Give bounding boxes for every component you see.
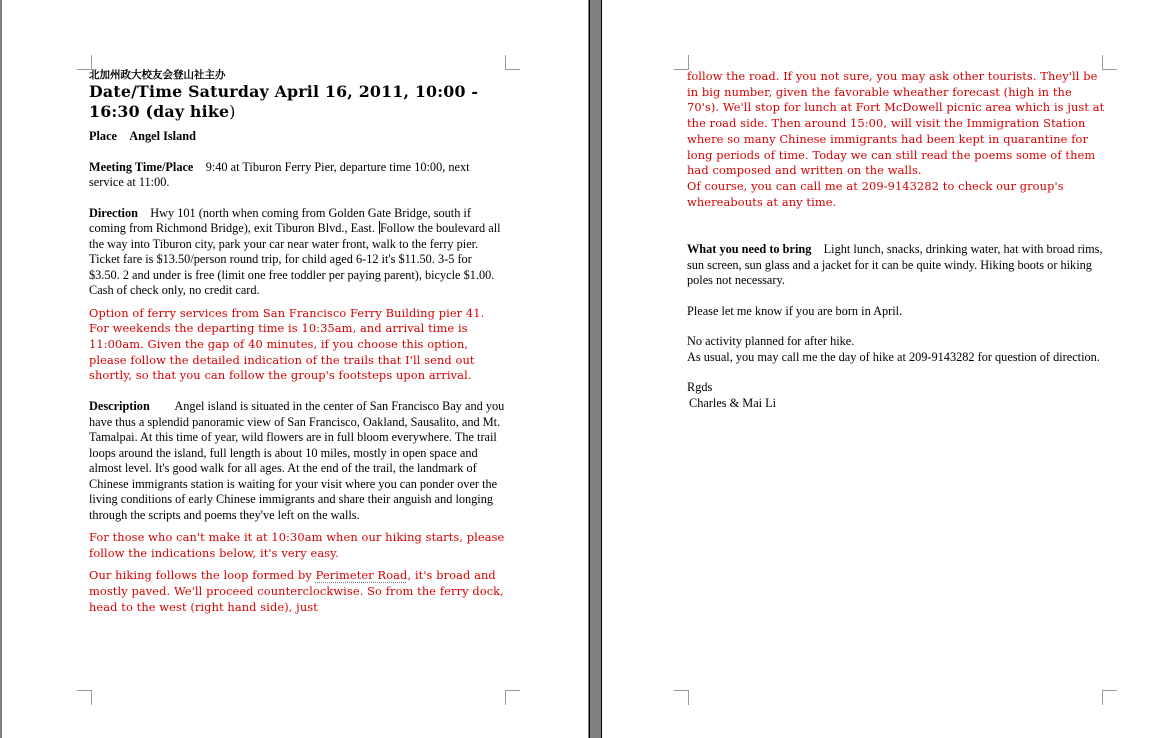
date-time-tail: ) (229, 102, 236, 121)
loop-text-b: , it's broad and mostly paved. We'll proceed counterclockwise. So from the ferry dock, head to the west (right hand side), just (89, 568, 504, 614)
page-divider-left (589, 0, 590, 738)
regards-line: Rgds (687, 380, 713, 395)
call-anytime-paragraph: Of course, you can call me at 209-9143282 to check our group's whereabouts at any time. (687, 178, 1064, 209)
description-value: Angel island is situated in the center of San Francisco Bay and you have thus a splendid panoramic view of San Francisco, Oakland, Sausalito, and Mt. Tamalpai. At this time of year, wild flowers are in full bloom everywhere. The trail loops around the island, full length is about 10 miles, mostly in open space and almost level. It's good walk for all ages. At the end of the trail, the landmark of Chinese immigrants station is waiting for your visit where you can ponder over the living conditions of early Chinese immigrants and share their anguish and longing through the scripts and poems they've left on the walls. (89, 399, 505, 522)
crop-mark-bottom-right (1102, 690, 1117, 705)
after-hike-note: No activity planned for after hike. (687, 334, 855, 349)
direction-value-b: Follow the boulevard all the way into Tiburon city, park your car near water front, walk to the ferry pier. Ticket fare is $13.50/person round trip, for child aged 6-12 it's $11.50. 3-5 for $3.50. 2 and under is free (limit one free toddler per paying parent), bicycle $1.00. Cash of check only, no credit card. (89, 221, 501, 297)
description-label: Description (89, 399, 150, 414)
crop-mark-top-right (1102, 55, 1117, 70)
crop-mark-bottom-left (77, 690, 92, 705)
late-arrival-paragraph: For those who can't make it at 10:30am when our hiking starts, please follow the indications below, it's very easy. (89, 530, 505, 560)
meeting-label: Meeting Time/Place (89, 159, 194, 174)
date-time-text: Date/Time Saturday April 16, 2011, 10:00 - 16:30 (day hike (89, 82, 479, 121)
crop-mark-top-right (505, 55, 520, 70)
bring-value: Light lunch, snacks, drinking water, hat with broad rims, sun screen, sun glass and a jacket for it can be quite windy. Hiking boots or hiking poles not necessary. (687, 242, 1103, 288)
signature-line: Charles & Mai Li (689, 395, 777, 410)
perimeter-road-text: Perimeter Road (315, 568, 408, 583)
page-2-body[interactable] (687, 69, 1105, 411)
april-birthday-note: Please let me know if you are born in April. (687, 303, 903, 318)
place-label: Place (89, 129, 117, 143)
crop-mark-bottom-left (674, 690, 689, 705)
place-paragraph (89, 129, 505, 145)
description-paragraph (89, 399, 505, 523)
ferry-option-paragraph: Option of ferry services from San Francisco Ferry Building pier 41. For weekends the departing time is 10:35am, and arrival time is 11:00am. Given the gap of 40 minutes, if you choose this option, please follow the detailed indication of the trails that I'll send out shortly, so that you can follow the group's footsteps upon arrival. (89, 305, 485, 383)
crop-mark-bottom-right (505, 690, 520, 705)
bring-label: What you need to bring (687, 242, 812, 257)
direction-value-a: Hwy 101 (north when coming from Golden Gate Bridge, south if coming from Richmond Bridge), exit Tiburon Blvd., East. (89, 205, 471, 235)
organizer-line: 北加州政大校友会登山社主办 (89, 69, 226, 81)
direction-label: Direction (89, 205, 138, 220)
date-time-heading (89, 82, 505, 122)
page-1-body[interactable] (89, 68, 505, 616)
direction-paragraph (89, 206, 505, 299)
loop-paragraph (89, 568, 505, 615)
call-day-note: As usual, you may call me the day of hike at 209-9143282 for question of direction. (687, 349, 1100, 364)
meeting-paragraph (89, 160, 505, 191)
document-page-2[interactable] (602, 0, 1155, 738)
crop-mark-top-left (674, 55, 689, 70)
loop-text-a: Our hiking follows the loop formed by (89, 568, 316, 583)
bring-paragraph (687, 242, 1105, 289)
continued-paragraph: follow the road. If you not sure, you may ask other tourists. They'll be in big number, given the favorable wheather forecast (high in the 70's). We'll stop for lunch at Fort McDowell picnic area which is just at the road side. Then around 15:00, will visit the Immigration Station where so many Chinese immigrants had been kept in quarantine for long periods of time. Today we can still read the poems some of them had composed and written on the walls. (687, 69, 1105, 178)
document-page-1[interactable] (2, 0, 588, 738)
meeting-value: 9:40 at Tiburon Ferry Pier, departure time 10:00, next service at 11:00. (89, 159, 470, 189)
place-value: Angel Island (129, 129, 196, 143)
